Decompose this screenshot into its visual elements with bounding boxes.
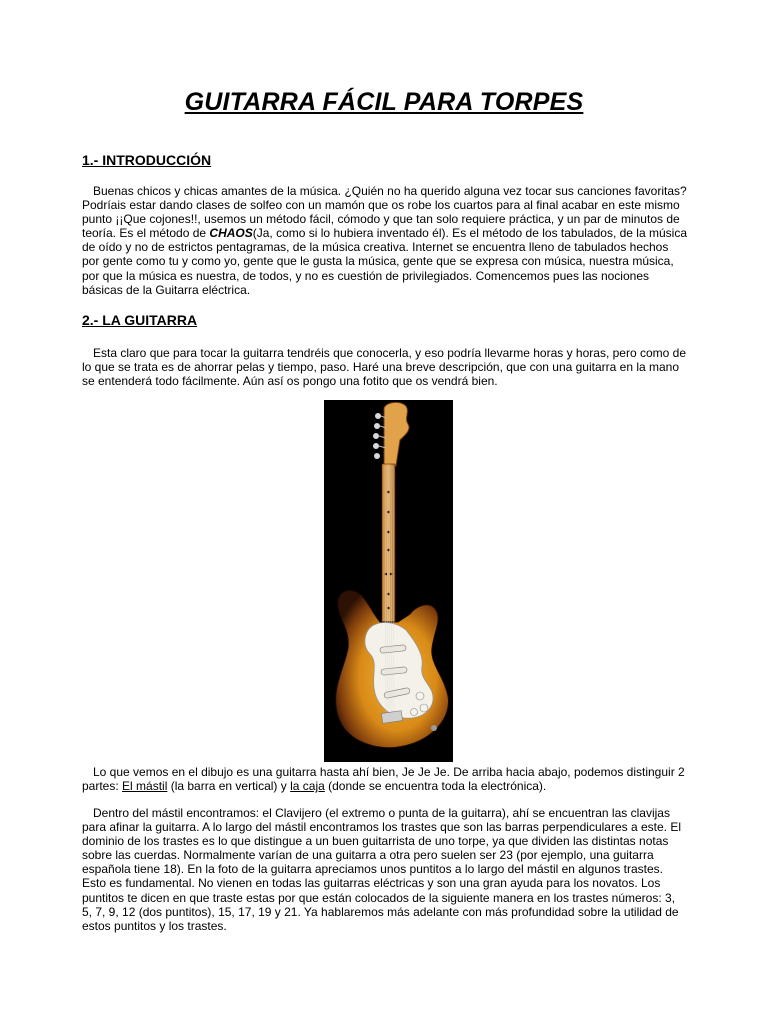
heading-introduccion: 1.- INTRODUCCIÓN xyxy=(82,152,212,168)
intro-text-end: (Ja, como si lo hubiera inventado él). Es el método de los tabulados, de la música de oído y no de estrictos pentagramas, de la música creativa. Internet se encuentra lleno de tabulados hechos por gente como tu y como yo, gente que le gusta la música, gente que se expresa con música, nuestra música, por que la música es nuestra, de todos, y no es cuestión de privilegiados. Comencemos pues las nociones básicas de la Guitarra eléctrica. xyxy=(82,226,687,297)
chaos-emphasis: CHAOS xyxy=(209,226,253,241)
caption-text-3: (donde se encuentra toda la electrónica). xyxy=(324,779,547,794)
caption-text-2: (la barra en vertical) y xyxy=(167,779,291,794)
mastil-paragraph: Dentro del mástil encontramos: el Clavijero (el extremo o punta de la guitarra), ahí se encuentran las clavijas para afinar la guitarra. A lo largo del mástil encontramos los trastes que son las barras perpendiculares a este. El dominio de los trastes es lo que distingue a un buen guitarrista de uno torpe, ya que dividen las distintas notas sobre las cuerdas. Normalmente varían de una guitarra a otra pero suelen ser 23 (por ejemplo, una guitarra española tiene 18). En la foto de la guitarra apreciamos unos puntitos a lo largo del mástil en algunos trastes. Esto es fundamental. No vienen en todas las guitarras eléctricas y son una gran ayuda para los novatos. Los puntitos te dicen en que traste estas por que están colocados de la siguiente manera en los trastes números: 3, 5, 7, 9, 12 (dos puntitos), 15, 17, 19 y 21. Ya hablaremos más adelante con más profundidad sobre la utilidad de estos puntitos y los trastes. xyxy=(82,806,681,933)
guitarra-paragraph: Esta claro que para tocar la guitarra tendréis que conocerla, y eso podría llevarme horas y horas, pero como de lo que se trata es de ahorrar pelas y tiempo, paso. Haré una breve descripción, que con una guitarra en la mano se entenderá todo fácilmente. Aún así os pongo una fotito que os vendrá bien. xyxy=(82,346,686,389)
intro-text-start: Buenas chicos y chicas amantes de la música. ¿Quién no ha querido alguna vez tocar sus canciones favoritas? Podríais estar dando clases de solfeo con un mamón que os robe los cuartos para al final acabar en este mismo punto ¡¡Que cojones!!, usemos un método fácil, cómodo y que tan solo requiere práctica, y un par de minutos de teoría. Es el método de xyxy=(82,184,687,241)
la-caja-term: la caja xyxy=(290,779,325,794)
el-mastil-term: El mástil xyxy=(122,779,168,794)
caption-text-1: Lo que vemos en el dibujo es una guitarra hasta ahí bien, Je Je Je. De arriba hacia abajo, podemos distinguir 2 partes: xyxy=(82,765,685,794)
guitar-photo xyxy=(324,400,453,762)
intro-paragraph xyxy=(82,184,688,297)
electric-guitar-icon xyxy=(324,400,453,762)
caption-paragraph xyxy=(82,765,688,793)
page-title: GUITARRA FÁCIL PARA TORPES xyxy=(184,88,584,116)
heading-la-guitarra: 2.- LA GUITARRA xyxy=(82,312,198,328)
